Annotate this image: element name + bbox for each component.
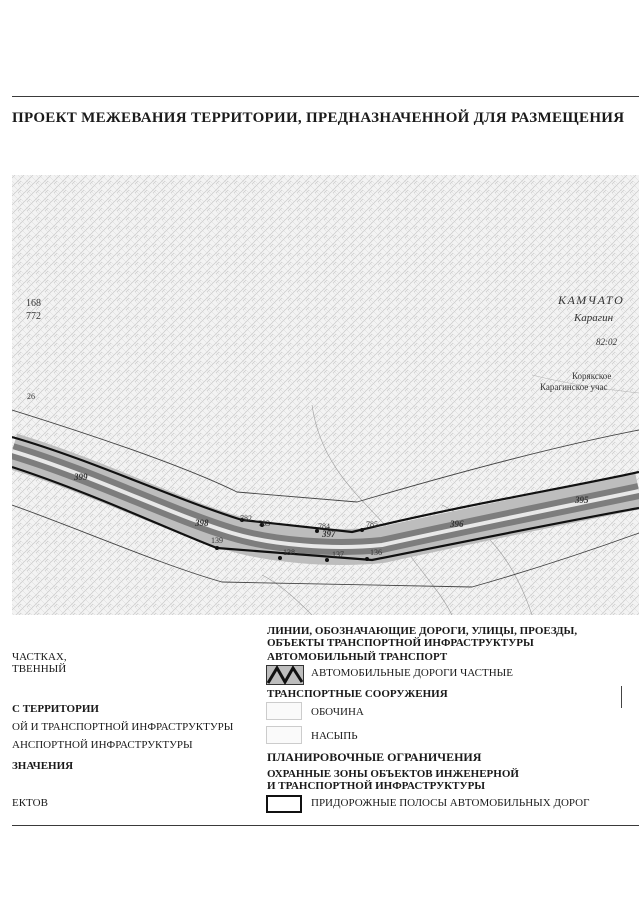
region-label: КАМЧАТО (558, 293, 625, 307)
map-number-168: 168 (26, 298, 41, 309)
point-label-783: 783 (258, 519, 270, 528)
legend-left-text-infra-1: ОЙ И ТРАНСПОРТНОЙ ИНФРАСТРУКТУРЫ (12, 721, 234, 733)
page-title: ПРОЕКТ МЕЖЕВАНИЯ ТЕРРИТОРИИ, ПРЕДНАЗНАЧЕННОЙ ДЛЯ РАЗМЕЩЕНИЯ (12, 110, 625, 126)
roadside-strips-swatch (266, 795, 302, 813)
legend-left-heading-territory: С ТЕРРИТОРИИ (12, 703, 99, 715)
legend-left-text-1: ЧАСТКАХ, (12, 651, 67, 663)
forestry-label-1: Корякское (572, 371, 612, 381)
legend-private-roads: АВТОМОБИЛЬНЫЕ ДОРОГИ ЧАСТНЫЕ (311, 667, 513, 679)
point-label-782: 782 (240, 514, 252, 523)
picket-396: 396 (450, 519, 464, 529)
bottom-rule (12, 825, 639, 826)
point-label-136: 136 (370, 548, 382, 557)
picket-395: 395 (575, 495, 589, 505)
private-roads-swatch (266, 665, 304, 685)
parcel-label-26: 26 (27, 392, 35, 401)
point-138 (278, 556, 282, 560)
legend-heading-lines-1: ЛИНИИ, ОБОЗНАЧАЮЩИЕ ДОРОГИ, УЛИЦЫ, ПРОЕЗДЫ, (267, 625, 578, 637)
point-label-139: 139 (211, 536, 223, 545)
top-rule (12, 96, 639, 97)
legend-roadside-strips: ПРИДОРОЖНЫЕ ПОЛОСЫ АВТОМОБИЛЬНЫХ ДОРОГ (311, 797, 590, 809)
embankment-swatch (266, 726, 302, 744)
legend-shoulder: ОБОЧИНА (311, 706, 364, 718)
legend-heading-lines-2: ОБЪЕКТЫ ТРАНСПОРТНОЙ ИНФРАСТРУКТУРЫ (267, 637, 534, 649)
point-785 (360, 528, 364, 532)
district-label: Карагин (574, 312, 614, 324)
legend-left-heading-purpose: ЗНАЧЕНИЯ (12, 760, 74, 772)
legend-heading-auto-transport: АВТОМОБИЛЬНЫЙ ТРАНСПОРТ (267, 651, 448, 663)
legend-left-text-2: ТВЕННЫЙ (12, 663, 67, 675)
shoulder-swatch (266, 702, 302, 720)
legend-heading-protection-1: ОХРАННЫЕ ЗОНЫ ОБЪЕКТОВ ИНЖЕНЕРНОЙ (267, 768, 519, 780)
point-label-785: 785 (366, 520, 378, 529)
legend-left-text-objects: ЕКТОВ (12, 797, 48, 809)
point-139 (215, 546, 219, 550)
forestry-label-2: Карагинское учас (540, 382, 608, 392)
cadastral-label: 82:02 (596, 337, 617, 347)
picket-397: 397 (322, 529, 336, 539)
point-137 (325, 558, 329, 562)
legend-heading-planning: ПЛАНИРОВОЧНЫЕ ОГРАНИЧЕНИЯ (267, 750, 482, 764)
map-canvas (12, 175, 639, 615)
map-number-772: 772 (26, 311, 41, 322)
point-136 (365, 557, 369, 561)
picket-398: 398 (195, 518, 209, 528)
legend-embankment: НАСЫПЬ (311, 730, 358, 742)
legend-heading-structures: ТРАНСПОРТНЫЕ СООРУЖЕНИЯ (267, 688, 448, 700)
point-label-784: 784 (318, 522, 330, 531)
point-label-137: 137 (332, 550, 344, 559)
picket-399: 399 (74, 472, 88, 482)
legend-left-text-infra-2: АНСПОРТНОЙ ИНФРАСТРУКТУРЫ (12, 739, 193, 751)
legend-right-edge-tick (621, 686, 622, 708)
legend-heading-protection-2: И ТРАНСПОРТНОЙ ИНФРАСТРУКТУРЫ (267, 780, 486, 792)
point-label-138: 138 (283, 548, 295, 557)
